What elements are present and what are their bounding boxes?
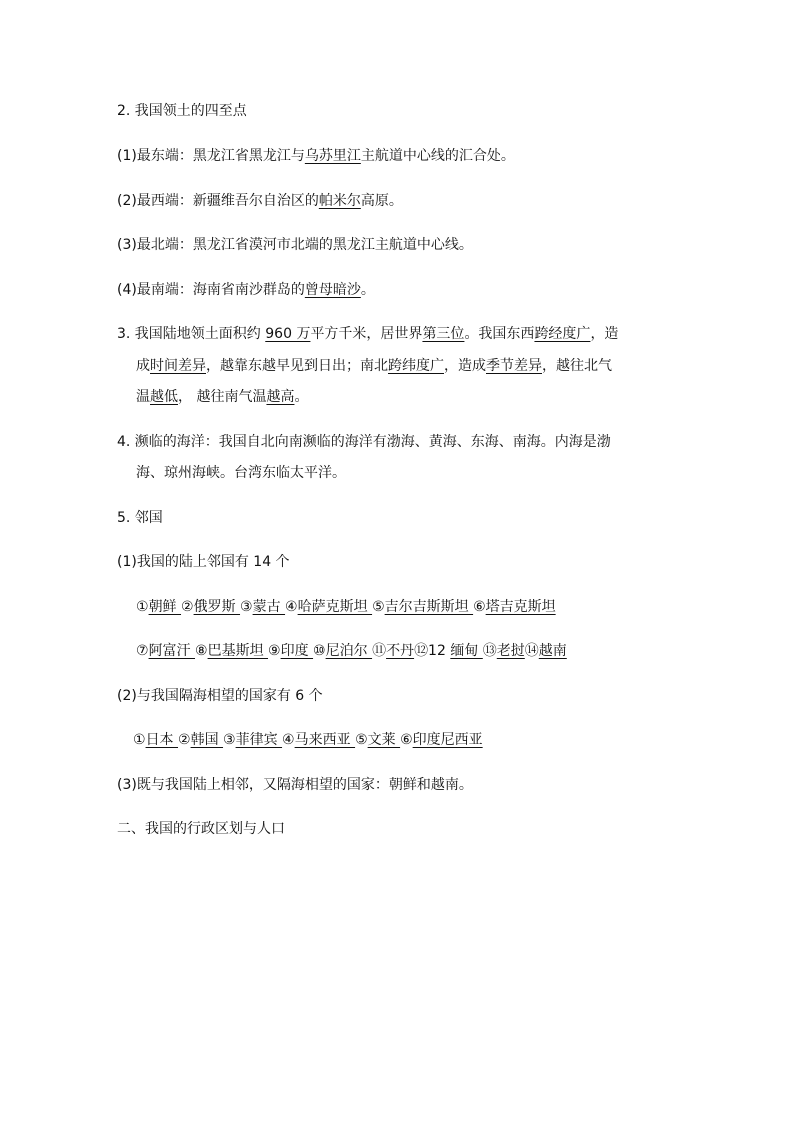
country-number: ① [133, 732, 146, 748]
country-number: ⑭ [524, 643, 539, 659]
south-point-line [117, 280, 375, 300]
country-number: ③ [223, 732, 236, 748]
text: ，越靠东越早见到日出；南北 [206, 358, 388, 374]
section-4-line-2 [136, 463, 346, 483]
country-name: 吉尔吉斯斯坦 [384, 599, 474, 615]
text: ，造成 [444, 358, 486, 374]
both-neighbors-line [117, 775, 473, 795]
land-neighbors-row-1 [136, 597, 556, 617]
country-name: 菲律宾 [235, 732, 283, 748]
country-name: 老挝 [496, 643, 525, 659]
text: 平方千米，居世界 [310, 326, 423, 342]
text: ，越往北气 [542, 358, 612, 374]
country-name: 韩国 [190, 732, 224, 748]
west-point-line [117, 191, 403, 211]
text: 成 [136, 358, 150, 374]
section-4-line-1 [117, 432, 611, 452]
country-name: 朝鲜 [148, 599, 182, 615]
answer-underline: 第三位 [422, 326, 465, 342]
country-name: 阿富汗 [148, 643, 196, 659]
text: (2)与我国隔海相望的国家有 6 个 [117, 688, 323, 704]
country-name: 尼泊尔 [325, 643, 373, 659]
country-number: ⑤ [372, 599, 385, 615]
text: 3. 我国陆地领土面积约 [117, 326, 266, 342]
text: 4. 濒临的海洋：我国自北向南濒临的海洋有渤海、黄海、东海、南海。内海是渤 [117, 434, 611, 450]
country-number: ⑧ [195, 643, 208, 659]
heading-text: 2. 我国领土的四至点 [117, 103, 247, 119]
country-number: ⑦ [136, 643, 149, 659]
country-number: ⑥ [400, 732, 413, 748]
section-3-line-2 [136, 356, 612, 376]
country-name: 印度尼西亚 [412, 732, 483, 748]
country-name: 蒙古 [252, 599, 286, 615]
answer-underline: 跨纬度广 [388, 358, 444, 374]
answer-underline: 曾母暗沙 [304, 282, 361, 298]
country-number: ② [181, 599, 194, 615]
country-name: 马来西亚 [294, 732, 356, 748]
country-number: ⑪ [372, 643, 387, 659]
country-number: ⑨ [268, 643, 281, 659]
country-name: 巴基斯坦 [207, 643, 269, 659]
text: 高原。 [360, 193, 403, 209]
text: ，造 [590, 326, 619, 342]
answer-underline: 帕米尔 [318, 193, 361, 209]
section-3-line-3 [136, 387, 308, 407]
section-3-line-1 [117, 324, 618, 344]
country-number: ⑬ [482, 643, 497, 659]
land-neighbors-intro [117, 552, 290, 572]
answer-underline: 越低 [150, 389, 178, 405]
country-name: 哈萨克斯坦 [297, 599, 373, 615]
country-name: 俄罗斯 [193, 599, 241, 615]
text: 。 [360, 282, 375, 298]
east-point-line [117, 146, 515, 166]
text: 。 [294, 389, 309, 405]
text: 海、琼州海峡。台湾东临太平洋。 [136, 465, 346, 481]
land-neighbors-row-2 [136, 641, 567, 661]
country-number: ④ [285, 599, 298, 615]
country-name: 印度 [280, 643, 314, 659]
country-name: 越南 [538, 643, 567, 659]
text: 温 [136, 389, 150, 405]
text: ， 越往南气温 [178, 389, 267, 405]
country-name: 缅甸 [450, 643, 483, 659]
sea-neighbors-row [133, 730, 483, 750]
country-number: ⑫12 [414, 643, 451, 659]
text: (3)最北端：黑龙江省漠河市北端的黑龙江主航道中心线。 [117, 237, 473, 253]
answer-underline: 时间差异 [150, 358, 206, 374]
section-5-heading [117, 508, 163, 528]
country-number: ⑩ [313, 643, 326, 659]
country-number: ④ [282, 732, 295, 748]
answer-underline: 季节差异 [486, 358, 542, 374]
country-number: ③ [240, 599, 253, 615]
text: (1)最东端：黑龙江省黑龙江与 [117, 148, 305, 164]
country-name: 文莱 [367, 732, 401, 748]
text: 主航道中心线的汇合处。 [360, 148, 515, 164]
section-2-heading [117, 101, 247, 121]
answer-underline: 乌苏里江 [304, 148, 361, 164]
country-number: ⑥ [473, 599, 486, 615]
country-name: 不丹 [386, 643, 415, 659]
answer-underline: 960 万 [265, 326, 311, 342]
text: (2)最西端：新疆维吾尔自治区的 [117, 193, 319, 209]
country-number: ② [178, 732, 191, 748]
text: 。我国东西 [464, 326, 535, 342]
country-name: 日本 [145, 732, 179, 748]
sea-neighbors-intro [117, 686, 323, 706]
country-name: 塔吉克斯坦 [485, 599, 556, 615]
heading-text: 二、我国的行政区划与人口 [117, 821, 285, 837]
north-point-line [117, 235, 473, 255]
heading-text: 5. 邻国 [117, 510, 163, 526]
text: (1)我国的陆上邻国有 14 个 [117, 554, 290, 570]
country-number: ① [136, 599, 149, 615]
answer-underline: 越高 [266, 389, 295, 405]
country-number: ⑤ [355, 732, 368, 748]
text: (4)最南端：海南省南沙群岛的 [117, 282, 305, 298]
answer-underline: 跨经度广 [534, 326, 591, 342]
text: (3)既与我国陆上相邻，又隔海相望的国家：朝鲜和越南。 [117, 777, 473, 793]
part-2-heading [117, 819, 285, 839]
